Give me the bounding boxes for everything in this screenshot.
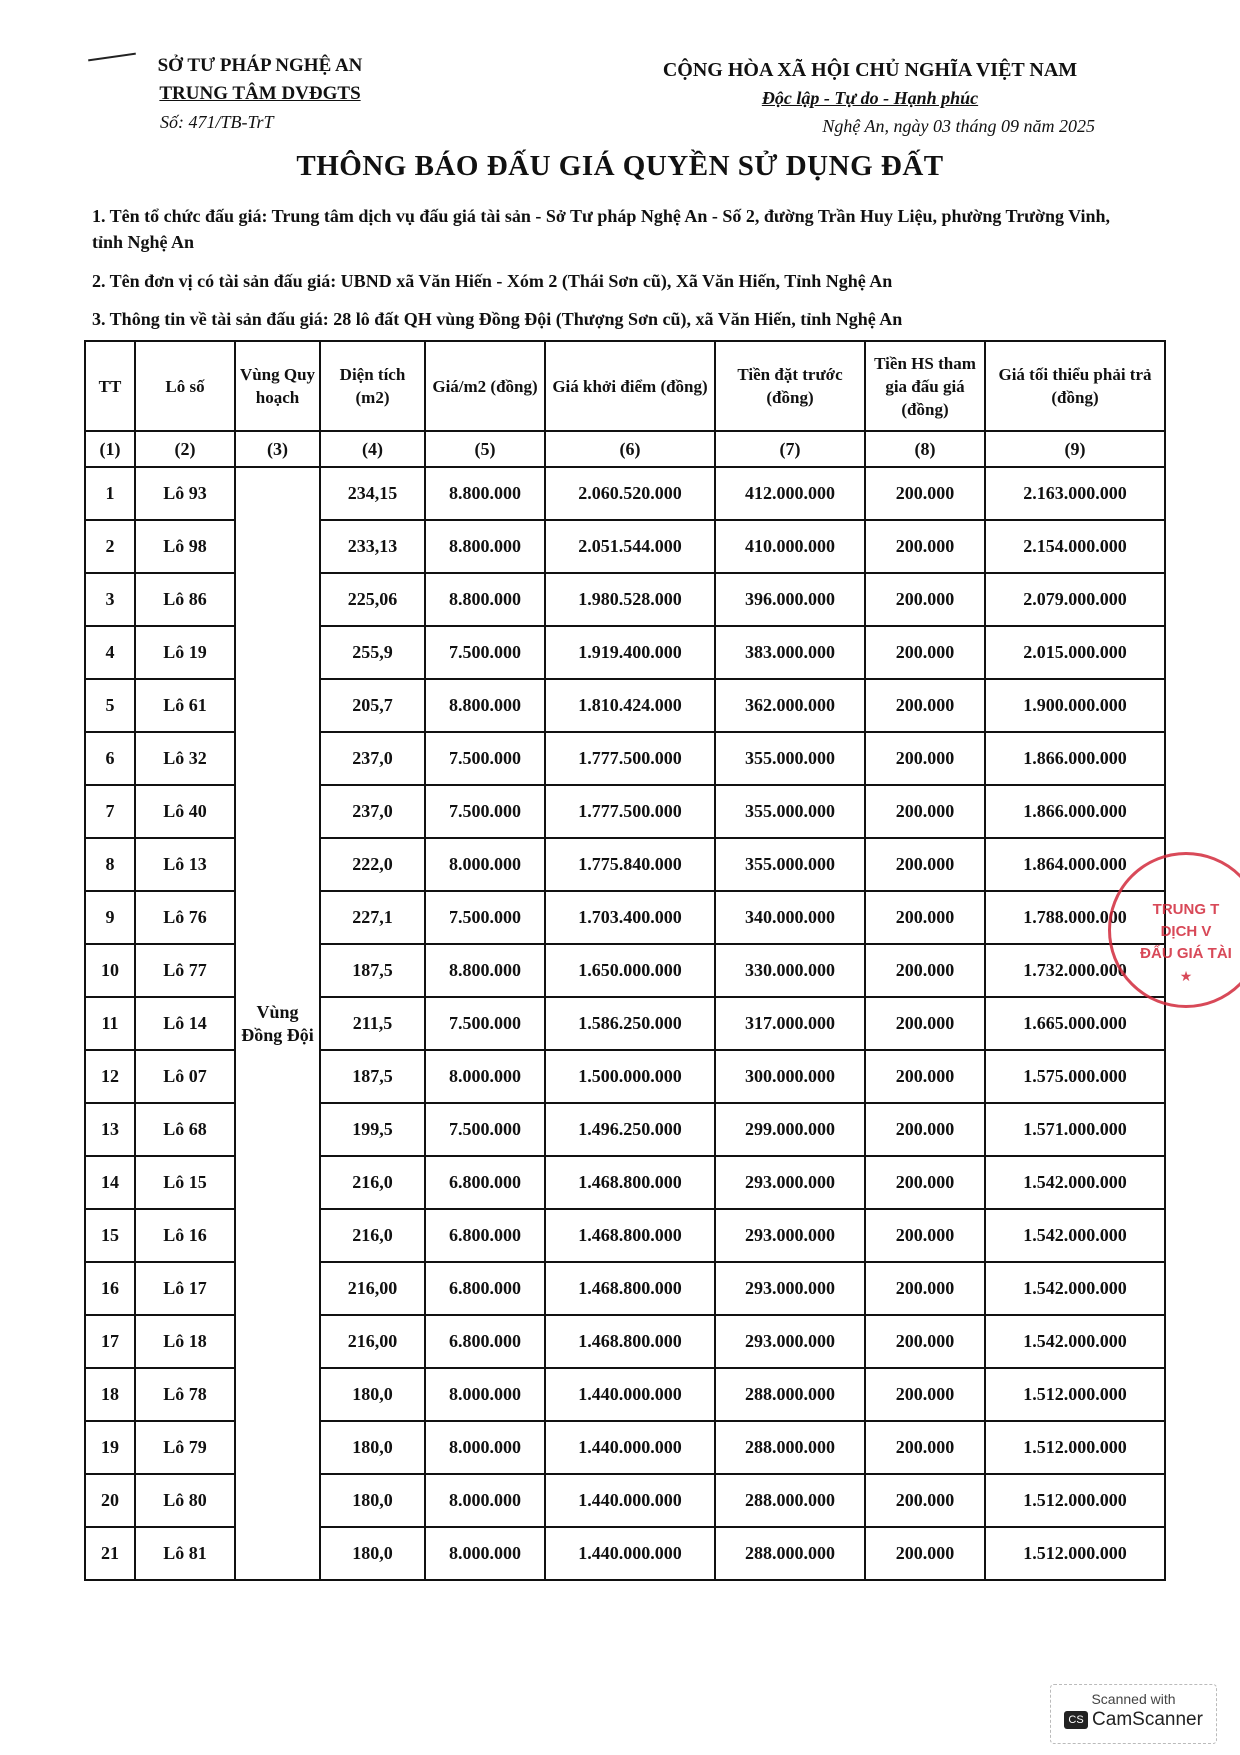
table-cell: 1.542.000.000 (985, 1315, 1165, 1368)
index-cell: (4) (320, 431, 425, 467)
document-number: Số: 471/TB-TrT (160, 112, 274, 132)
stamp-text: TRUNG T (1152, 901, 1220, 918)
table-cell: 8.000.000 (425, 1368, 545, 1421)
table-cell: Lô 14 (135, 997, 235, 1050)
index-cell: (7) (715, 431, 865, 467)
table-cell: 200.000 (865, 785, 985, 838)
table-body (85, 467, 1165, 1580)
table-cell: 8.800.000 (425, 467, 545, 520)
table-cell: 288.000.000 (715, 1527, 865, 1580)
info-owner: 2. Tên đơn vị có tài sản đấu giá: UBND xã Văn Hiến - Xóm 2 (Thái Sơn cũ), Xã Văn Hiến, Tỉnh Nghệ An (92, 271, 893, 291)
table-cell: Lô 81 (135, 1527, 235, 1580)
table-cell: 4 (85, 626, 135, 679)
table-cell: 2.079.000.000 (985, 573, 1165, 626)
table-cell: 355.000.000 (715, 785, 865, 838)
table-cell: 8.000.000 (425, 838, 545, 891)
table-cell: 200.000 (865, 573, 985, 626)
table-cell: 8.000.000 (425, 1527, 545, 1580)
table-cell: 1.468.800.000 (545, 1209, 715, 1262)
table-cell: 8.800.000 (425, 944, 545, 997)
watermark-brand-text: CamScanner (1092, 1709, 1203, 1730)
header-cell: TT (85, 341, 135, 431)
table-cell: 200.000 (865, 891, 985, 944)
table-cell: 8 (85, 838, 135, 891)
table-cell: Lô 40 (135, 785, 235, 838)
table-cell: 205,7 (320, 679, 425, 732)
stamp-text: DỊCH V (1160, 923, 1212, 940)
table-cell: 1.665.000.000 (985, 997, 1165, 1050)
table-cell: 200.000 (865, 1315, 985, 1368)
table-cell: 14 (85, 1156, 135, 1209)
table-cell: 1.900.000.000 (985, 679, 1165, 732)
table-cell: 233,13 (320, 520, 425, 573)
table-cell: 7.500.000 (425, 997, 545, 1050)
index-cell: (3) (235, 431, 320, 467)
table-cell: 1.512.000.000 (985, 1474, 1165, 1527)
table-cell: 237,0 (320, 732, 425, 785)
table-cell: 293.000.000 (715, 1209, 865, 1262)
table-cell: 7.500.000 (425, 891, 545, 944)
table-cell: 330.000.000 (715, 944, 865, 997)
table-cell: 7.500.000 (425, 785, 545, 838)
table-cell: 16 (85, 1262, 135, 1315)
table-cell: 1.468.800.000 (545, 1262, 715, 1315)
table-cell: 8.800.000 (425, 679, 545, 732)
header-cell: Tiền HS tham gia đấu giá (đồng) (865, 341, 985, 431)
table-cell: 180,0 (320, 1421, 425, 1474)
table-cell: 1.440.000.000 (545, 1368, 715, 1421)
table-cell: 216,00 (320, 1262, 425, 1315)
stamp-text: ĐẤU GIÁ TÀI (1140, 945, 1232, 962)
table-cell: 9 (85, 891, 135, 944)
auction-table (84, 340, 1166, 1581)
table-cell: 18 (85, 1368, 135, 1421)
table-cell: Lô 07 (135, 1050, 235, 1103)
table-cell: 200.000 (865, 1421, 985, 1474)
department-name: SỞ TƯ PHÁP NGHỆ AN (157, 55, 363, 76)
table-cell: 288.000.000 (715, 1368, 865, 1421)
table-cell: 200.000 (865, 1209, 985, 1262)
table-cell: 1.777.500.000 (545, 732, 715, 785)
table-cell: 200.000 (865, 679, 985, 732)
country-name: CỘNG HÒA XÃ HỘI CHỦ NGHĨA VIỆT NAM (662, 59, 1078, 81)
table-cell: 1.919.400.000 (545, 626, 715, 679)
table-cell: 200.000 (865, 1103, 985, 1156)
table-cell: 7 (85, 785, 135, 838)
table-cell: 1.542.000.000 (985, 1156, 1165, 1209)
table-cell: 180,0 (320, 1368, 425, 1421)
camscanner-watermark (1050, 1684, 1217, 1744)
table-cell: 227,1 (320, 891, 425, 944)
table-cell: 1.788.000.000 (985, 891, 1165, 944)
table-cell: 410.000.000 (715, 520, 865, 573)
national-header (625, 56, 1115, 140)
table-cell: 234,15 (320, 467, 425, 520)
table-cell: 1 (85, 467, 135, 520)
document-date: Nghệ An, ngày 03 tháng 09 năm 2025 (822, 116, 1095, 136)
info-organizer: 1. Tên tổ chức đấu giá: Trung tâm dịch vụ đấu giá tài sản - Sở Tư pháp Nghệ An - Số 2, đường Trần Huy Liệu, phường Trường Vinh, tỉnh Nghệ An (92, 206, 1110, 252)
table-cell: 293.000.000 (715, 1315, 865, 1368)
column-index-row (85, 431, 1165, 467)
table-cell: 1.500.000.000 (545, 1050, 715, 1103)
header-cell: Giá/m2 (đồng) (425, 341, 545, 431)
table-cell: 187,5 (320, 944, 425, 997)
table-cell: 200.000 (865, 467, 985, 520)
table-cell: 1.775.840.000 (545, 838, 715, 891)
table-cell: 211,5 (320, 997, 425, 1050)
table-cell: 288.000.000 (715, 1421, 865, 1474)
table-cell: 1.496.250.000 (545, 1103, 715, 1156)
table-cell: 1.468.800.000 (545, 1156, 715, 1209)
table-cell: 5 (85, 679, 135, 732)
table-cell: 355.000.000 (715, 838, 865, 891)
table-cell: 7.500.000 (425, 732, 545, 785)
table-cell: 200.000 (865, 520, 985, 573)
table-cell: 1.440.000.000 (545, 1474, 715, 1527)
table-cell: 2.051.544.000 (545, 520, 715, 573)
table-cell: 180,0 (320, 1527, 425, 1580)
table-cell: 8.000.000 (425, 1050, 545, 1103)
header-cell: Lô số (135, 341, 235, 431)
table-cell: 21 (85, 1527, 135, 1580)
pen-mark (88, 53, 136, 62)
table-cell: 1.777.500.000 (545, 785, 715, 838)
table-cell: 20 (85, 1474, 135, 1527)
table-cell: 1.468.800.000 (545, 1315, 715, 1368)
table-cell: Lô 16 (135, 1209, 235, 1262)
index-cell: (1) (85, 431, 135, 467)
table-cell: 200.000 (865, 1527, 985, 1580)
table-cell: 225,06 (320, 573, 425, 626)
table-cell: 199,5 (320, 1103, 425, 1156)
index-cell: (6) (545, 431, 715, 467)
table-cell: 216,0 (320, 1209, 425, 1262)
header-cell: Giá tối thiểu phải trả (đồng) (985, 341, 1165, 431)
table-cell: 255,9 (320, 626, 425, 679)
table-cell: 216,00 (320, 1315, 425, 1368)
table-cell: 1.512.000.000 (985, 1368, 1165, 1421)
table-cell: 222,0 (320, 838, 425, 891)
table-cell: 1.732.000.000 (985, 944, 1165, 997)
table-cell: 317.000.000 (715, 997, 865, 1050)
table-cell: Lô 18 (135, 1315, 235, 1368)
table-cell: 7.500.000 (425, 1103, 545, 1156)
table-cell: 200.000 (865, 1156, 985, 1209)
table-cell: 1.571.000.000 (985, 1103, 1165, 1156)
watermark-brand (1051, 1709, 1216, 1731)
zone-cell: Vùng Đồng Đội (235, 467, 320, 1580)
table-cell: 383.000.000 (715, 626, 865, 679)
index-cell: (9) (985, 431, 1165, 467)
table-cell: Lô 98 (135, 520, 235, 573)
table-cell: 8.000.000 (425, 1474, 545, 1527)
table-cell: 200.000 (865, 1474, 985, 1527)
table-cell: 8.800.000 (425, 520, 545, 573)
table-cell: 300.000.000 (715, 1050, 865, 1103)
table-cell: 1.866.000.000 (985, 785, 1165, 838)
table-cell: Lô 61 (135, 679, 235, 732)
table-cell: 396.000.000 (715, 573, 865, 626)
table-cell: 6.800.000 (425, 1315, 545, 1368)
table-cell: 362.000.000 (715, 679, 865, 732)
table-cell: Lô 32 (135, 732, 235, 785)
header-cell: Diện tích (m2) (320, 341, 425, 431)
header-cell: Tiền đặt trước (đồng) (715, 341, 865, 431)
table-cell: Lô 17 (135, 1262, 235, 1315)
table-cell: 19 (85, 1421, 135, 1474)
table-cell: 2 (85, 520, 135, 573)
center-name: TRUNG TÂM DVĐGTS (159, 83, 361, 104)
table-cell: 1.512.000.000 (985, 1527, 1165, 1580)
table-cell: 15 (85, 1209, 135, 1262)
table-cell: Lô 80 (135, 1474, 235, 1527)
table-cell: 8.800.000 (425, 573, 545, 626)
table-cell: 200.000 (865, 997, 985, 1050)
table-cell: 200.000 (865, 1050, 985, 1103)
table-cell: Lô 77 (135, 944, 235, 997)
table-cell: 2.060.520.000 (545, 467, 715, 520)
table-cell: 200.000 (865, 1368, 985, 1421)
table-cell: 1.810.424.000 (545, 679, 715, 732)
table-cell: 1.586.250.000 (545, 997, 715, 1050)
table-cell: 1.440.000.000 (545, 1527, 715, 1580)
table-cell: 1.866.000.000 (985, 732, 1165, 785)
table-cell: 200.000 (865, 944, 985, 997)
official-stamp (1108, 852, 1240, 1008)
table-cell: 200.000 (865, 732, 985, 785)
table-cell: 293.000.000 (715, 1262, 865, 1315)
table-cell: 1.703.400.000 (545, 891, 715, 944)
table-cell: 2.154.000.000 (985, 520, 1165, 573)
index-cell: (5) (425, 431, 545, 467)
table-cell: Lô 86 (135, 573, 235, 626)
table-cell: 6.800.000 (425, 1262, 545, 1315)
table-cell: 1.440.000.000 (545, 1421, 715, 1474)
table-cell: Lô 68 (135, 1103, 235, 1156)
table-cell: Lô 79 (135, 1421, 235, 1474)
table-cell: Lô 78 (135, 1368, 235, 1421)
info-asset: 3. Thông tin về tài sản đấu giá: 28 lô đất QH vùng Đồng Đội (Thượng Sơn cũ), xã Văn Hiến, tỉnh Nghệ An (92, 309, 903, 329)
index-cell: (8) (865, 431, 985, 467)
table-cell: 288.000.000 (715, 1474, 865, 1527)
table-cell: Lô 93 (135, 467, 235, 520)
table-cell: 180,0 (320, 1474, 425, 1527)
table-cell: 2.163.000.000 (985, 467, 1165, 520)
table-cell: Lô 15 (135, 1156, 235, 1209)
national-motto: Độc lập - Tự do - Hạnh phúc (761, 88, 979, 108)
table-cell: 1.512.000.000 (985, 1421, 1165, 1474)
table-cell: Lô 76 (135, 891, 235, 944)
table-cell: 412.000.000 (715, 467, 865, 520)
table-cell: 2.015.000.000 (985, 626, 1165, 679)
table-cell: 340.000.000 (715, 891, 865, 944)
table-cell: 200.000 (865, 838, 985, 891)
table-cell: 237,0 (320, 785, 425, 838)
table-cell: 1.980.528.000 (545, 573, 715, 626)
table-cell: 216,0 (320, 1156, 425, 1209)
table-cell: 1.864.000.000 (985, 838, 1165, 891)
table-cell: Lô 13 (135, 838, 235, 891)
table-cell: 6 (85, 732, 135, 785)
table-row (85, 467, 1165, 520)
table-cell: 299.000.000 (715, 1103, 865, 1156)
table-cell: 17 (85, 1315, 135, 1368)
table-header-row (85, 341, 1165, 431)
table-cell: 1.542.000.000 (985, 1209, 1165, 1262)
table-cell: 293.000.000 (715, 1156, 865, 1209)
table-cell: 6.800.000 (425, 1156, 545, 1209)
table-cell: 6.800.000 (425, 1209, 545, 1262)
table-cell: 355.000.000 (715, 732, 865, 785)
table-cell: 3 (85, 573, 135, 626)
table-cell: 1.575.000.000 (985, 1050, 1165, 1103)
table-cell: 12 (85, 1050, 135, 1103)
table-cell: 11 (85, 997, 135, 1050)
index-cell: (2) (135, 431, 235, 467)
document-title: THÔNG BÁO ĐẤU GIÁ QUYỀN SỬ DỤNG ĐẤT (296, 150, 944, 182)
table-cell: Lô 19 (135, 626, 235, 679)
table-cell: 8.000.000 (425, 1421, 545, 1474)
table-cell: 200.000 (865, 1262, 985, 1315)
table-cell: 1.650.000.000 (545, 944, 715, 997)
table-cell: 10 (85, 944, 135, 997)
header-cell: Vùng Quy hoạch (235, 341, 320, 431)
camscanner-icon: CS (1064, 1711, 1088, 1729)
header-cell: Giá khởi điểm (đồng) (545, 341, 715, 431)
watermark-caption: Scanned with (1091, 1691, 1176, 1707)
table-cell: 7.500.000 (425, 626, 545, 679)
table-cell: 187,5 (320, 1050, 425, 1103)
star-icon: ★ (1179, 968, 1193, 984)
issuer-header (130, 52, 390, 136)
table-cell: 200.000 (865, 626, 985, 679)
table-cell: 1.542.000.000 (985, 1262, 1165, 1315)
table-cell: 13 (85, 1103, 135, 1156)
